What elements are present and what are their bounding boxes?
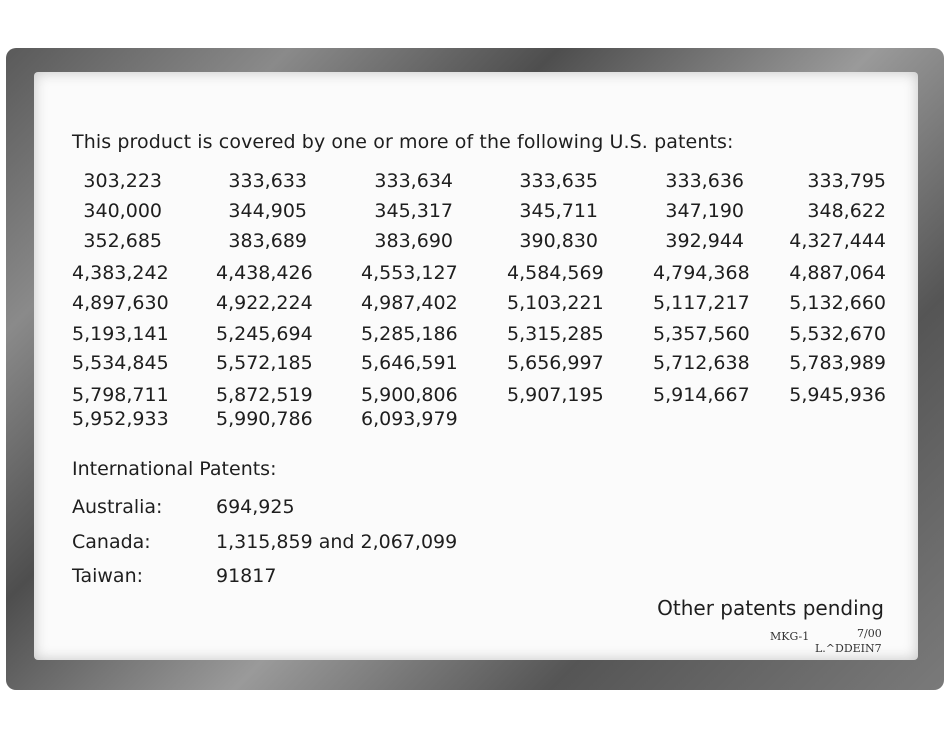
patent-number: 5,117,217 xyxy=(653,292,750,314)
country-taiwan: Taiwan: xyxy=(72,565,144,587)
patent-number: 4,553,127 xyxy=(361,262,458,284)
patent-number: 5,900,806 xyxy=(361,384,458,406)
patent-number: 5,945,936 xyxy=(789,384,886,406)
patent-canada: 1,315,859 and 2,067,099 xyxy=(216,531,458,553)
patent-number: 303,223 xyxy=(83,170,162,192)
patent-number: 4,383,242 xyxy=(72,262,169,284)
patent-number: 333,636 xyxy=(665,170,744,192)
patent-number: 4,438,426 xyxy=(216,262,313,284)
patent-number: 4,887,064 xyxy=(789,262,886,284)
patent-number: 6,093,979 xyxy=(361,408,458,430)
patent-number: 352,685 xyxy=(83,230,162,252)
patent-number: 333,633 xyxy=(228,170,307,192)
patent-australia: 694,925 xyxy=(216,496,295,518)
code-left: MKG-1 xyxy=(770,630,810,643)
patent-number: 5,532,670 xyxy=(789,323,886,345)
patent-number: 348,622 xyxy=(807,200,886,222)
patent-number: 5,245,694 xyxy=(216,323,313,345)
patent-number: 5,193,141 xyxy=(72,323,169,345)
international-patents-heading: International Patents: xyxy=(72,458,277,480)
patent-number: 4,794,368 xyxy=(653,262,750,284)
patent-number: 344,905 xyxy=(228,200,307,222)
patent-number: 333,635 xyxy=(519,170,598,192)
patent-number: 333,634 xyxy=(374,170,453,192)
patent-number: 5,872,519 xyxy=(216,384,313,406)
patent-number: 340,000 xyxy=(83,200,162,222)
code-date: 7/00 xyxy=(857,627,882,640)
patent-number: 5,914,667 xyxy=(653,384,750,406)
patent-number: 4,987,402 xyxy=(361,292,458,314)
patent-taiwan: 91817 xyxy=(216,565,277,587)
country-australia: Australia: xyxy=(72,496,163,518)
patent-number: 390,830 xyxy=(519,230,598,252)
patent-number: 5,990,786 xyxy=(216,408,313,430)
patent-number: 4,897,630 xyxy=(72,292,169,314)
patent-number: 4,327,444 xyxy=(789,230,886,252)
patent-number: 345,317 xyxy=(374,200,453,222)
patent-number: 5,132,660 xyxy=(789,292,886,314)
patent-number: 383,690 xyxy=(374,230,453,252)
other-patents-pending: Other patents pending xyxy=(657,596,884,620)
us-patents-heading: This product is covered by one or more of the following U.S. patents: xyxy=(72,131,734,153)
patent-number: 5,103,221 xyxy=(507,292,604,314)
patent-number: 5,952,933 xyxy=(72,408,169,430)
patent-number: 5,572,185 xyxy=(216,352,313,374)
country-canada: Canada: xyxy=(72,531,151,553)
patent-number: 392,944 xyxy=(665,230,744,252)
patent-number: 5,646,591 xyxy=(361,352,458,374)
patent-number: 5,534,845 xyxy=(72,352,169,374)
patent-number: 5,712,638 xyxy=(653,352,750,374)
patent-number: 5,907,195 xyxy=(507,384,604,406)
patent-number: 4,584,569 xyxy=(507,262,604,284)
patent-number: 5,798,711 xyxy=(72,384,169,406)
patent-number: 5,315,285 xyxy=(507,323,604,345)
patent-number: 4,922,224 xyxy=(216,292,313,314)
patent-number: 347,190 xyxy=(665,200,744,222)
patent-number: 5,357,560 xyxy=(653,323,750,345)
patent-number: 345,711 xyxy=(519,200,598,222)
patent-number: 5,285,186 xyxy=(361,323,458,345)
code-bottom: L.^DDEIN7 xyxy=(815,642,882,655)
patent-number: 383,689 xyxy=(228,230,307,252)
patent-number: 333,795 xyxy=(807,170,886,192)
patent-number: 5,656,997 xyxy=(507,352,604,374)
patent-number: 5,783,989 xyxy=(789,352,886,374)
